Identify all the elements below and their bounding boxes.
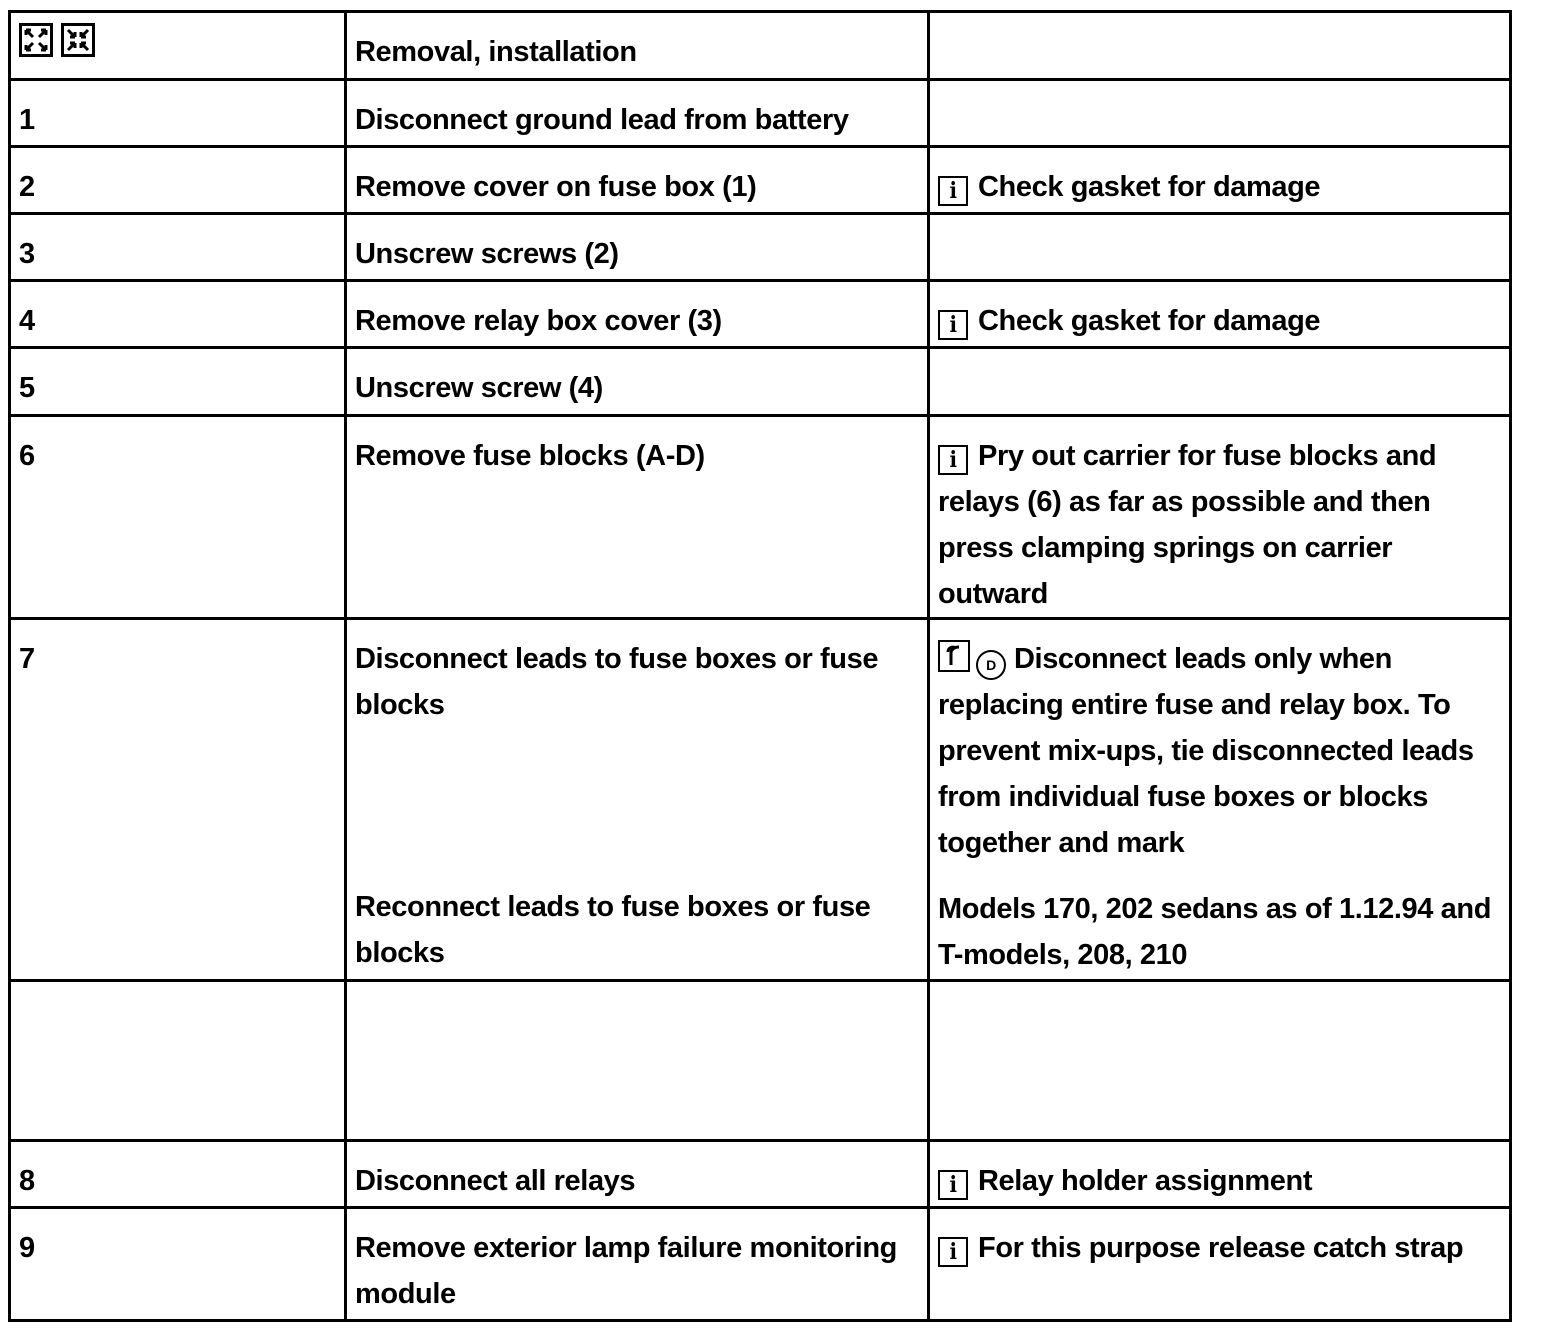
step-action: Remove cover on fuse box (1)	[346, 147, 929, 214]
step-note-secondary: Models 170, 202 sedans as of 1.12.94 and T-models, 208, 210	[938, 893, 1492, 971]
info-icon: i	[938, 1170, 968, 1200]
table-row	[10, 348, 1511, 416]
table-row	[10, 281, 1511, 348]
table-row-empty	[10, 981, 1511, 1141]
installation-symbol-icon	[61, 23, 95, 57]
step-action: Disconnect ground lead from battery	[346, 80, 929, 147]
step-action-cell	[346, 619, 929, 981]
note-text: Relay holder assignment	[978, 1165, 1313, 1197]
note-text: Pry out carrier for fuse blocks and relays (6) as far as possible and then press clamping springs on carrier outward	[938, 440, 1437, 610]
step-action: Remove fuse blocks (A-D)	[346, 416, 929, 619]
step-number: 2	[10, 147, 346, 214]
step-number: 5	[10, 348, 346, 416]
step-note	[938, 636, 1509, 866]
step-note	[929, 416, 1511, 619]
note-text: Check gasket for damage	[978, 171, 1321, 203]
step-number: 8	[10, 1141, 346, 1208]
step-number: 6	[10, 416, 346, 619]
header-icons-cell	[10, 12, 346, 80]
step-note-cell	[929, 619, 1511, 981]
info-icon: i	[938, 445, 968, 475]
table-header-row	[10, 12, 1511, 80]
step-action: Remove exterior lamp failure monitoring module	[346, 1208, 929, 1321]
table-row	[10, 80, 1511, 147]
step-note	[929, 80, 1511, 147]
step-note	[929, 214, 1511, 281]
step-note	[929, 981, 1511, 1141]
step-number: 7	[10, 619, 346, 981]
info-icon: i	[938, 176, 968, 206]
step-note	[929, 1208, 1511, 1321]
step-note	[929, 281, 1511, 348]
circle-d-icon: D	[976, 650, 1006, 680]
step-number: 3	[10, 214, 346, 281]
table-row	[10, 1208, 1511, 1321]
header-title: Removal, installation	[346, 12, 929, 80]
step-action: Unscrew screws (2)	[346, 214, 929, 281]
step-action: Disconnect all relays	[346, 1141, 929, 1208]
table-row	[10, 214, 1511, 281]
info-icon: i	[938, 1237, 968, 1267]
info-icon: i	[938, 310, 968, 340]
procedure-table	[8, 10, 1512, 1322]
note-text: Disconnect leads only when replacing entire fuse and relay box. To prevent mix-ups, tie disconnected leads from individual fuse boxes or blocks together and mark	[938, 643, 1474, 859]
step-number: 4	[10, 281, 346, 348]
table-row	[10, 147, 1511, 214]
removal-symbol-icon	[19, 23, 53, 57]
note-text: For this purpose release catch strap	[978, 1232, 1464, 1264]
step-action	[346, 981, 929, 1141]
step-action: Disconnect leads to fuse boxes or fuse blocks	[355, 643, 879, 721]
step-action: Remove relay box cover (3)	[346, 281, 929, 348]
note-text: Check gasket for damage	[978, 305, 1321, 337]
tool-icon	[938, 640, 970, 672]
step-note	[929, 348, 1511, 416]
header-empty-cell	[929, 12, 1511, 80]
step-action-secondary: Reconnect leads to fuse boxes or fuse blocks	[355, 891, 871, 969]
step-number: 9	[10, 1208, 346, 1321]
step-number	[10, 981, 346, 1141]
step-action: Unscrew screw (4)	[346, 348, 929, 416]
step-number: 1	[10, 80, 346, 147]
step-note	[929, 1141, 1511, 1208]
table-row	[10, 1141, 1511, 1208]
table-row	[10, 619, 1511, 981]
table-row	[10, 416, 1511, 619]
step-note	[929, 147, 1511, 214]
